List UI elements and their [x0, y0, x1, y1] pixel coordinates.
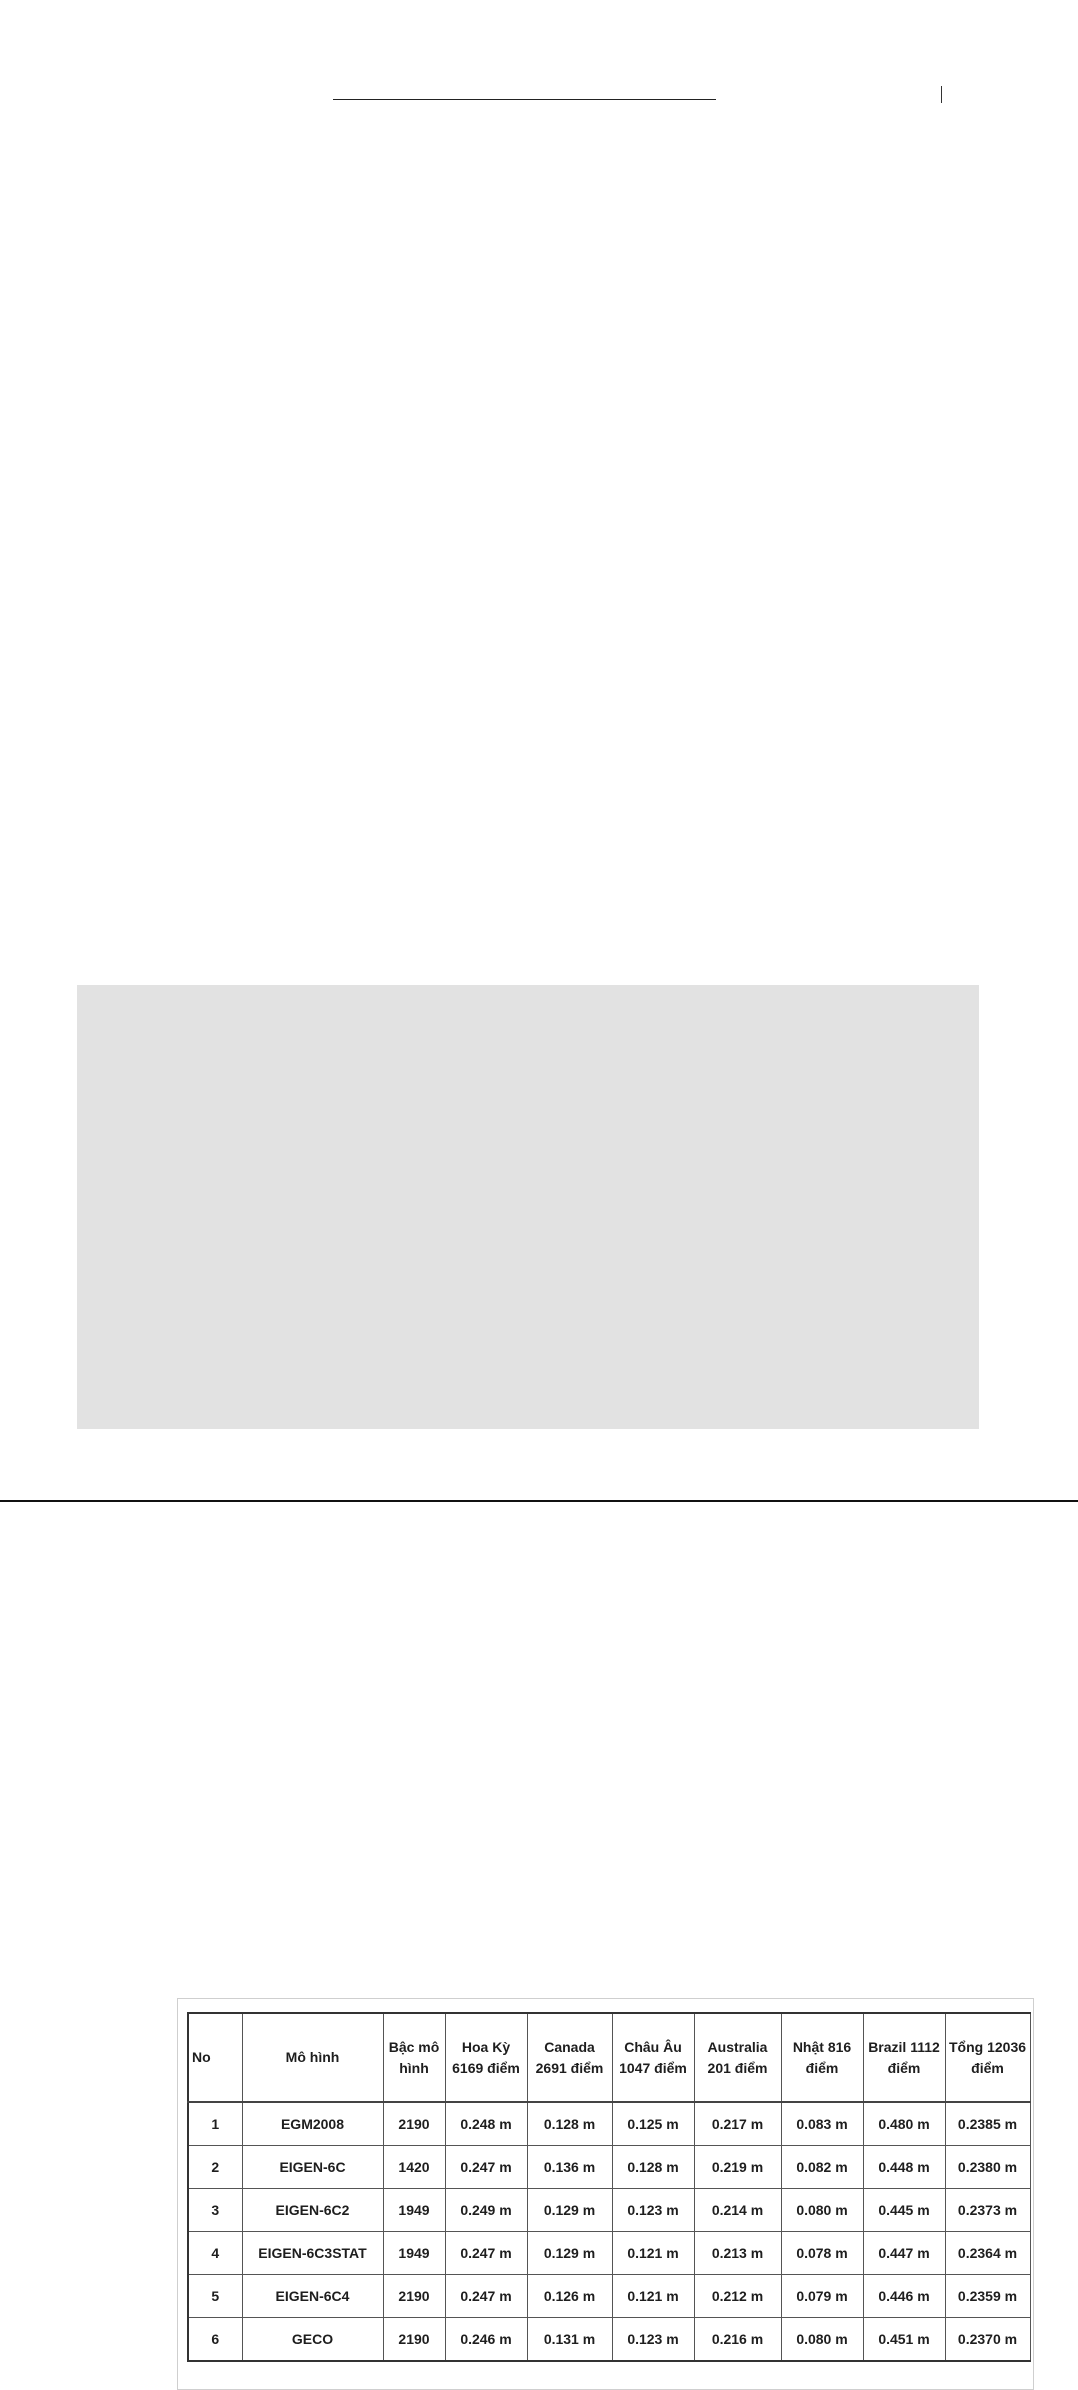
header-cell: Nhật 816 điểm [781, 2013, 863, 2102]
table-cell: 0.2359 m [945, 2275, 1030, 2318]
table-cell: EGM2008 [242, 2102, 383, 2146]
table-cell: 0.214 m [694, 2189, 781, 2232]
table-cell: 0.247 m [445, 2275, 527, 2318]
table-cell: 0.219 m [694, 2146, 781, 2189]
table-cell: 0.128 m [527, 2102, 612, 2146]
header-cell: Brazil 1112 điểm [863, 2013, 945, 2102]
table-cell: 0.131 m [527, 2318, 612, 2362]
table-cell: EIGEN-6C [242, 2146, 383, 2189]
table-cell: 6 [188, 2318, 242, 2362]
table-cell: 0.213 m [694, 2232, 781, 2275]
table-row [188, 2232, 1030, 2275]
table-cell: 1420 [383, 2146, 445, 2189]
table-cell: EIGEN-6C2 [242, 2189, 383, 2232]
table-cell: 0.080 m [781, 2318, 863, 2362]
table-cell: 0.078 m [781, 2232, 863, 2275]
table-cell: 1949 [383, 2189, 445, 2232]
table-cell: 0.448 m [863, 2146, 945, 2189]
table-cell: 0.212 m [694, 2275, 781, 2318]
table-cell: 0.248 m [445, 2102, 527, 2146]
header-cell: Tổng 12036 điểm [945, 2013, 1030, 2102]
header-cell: Hoa Kỳ 6169 điểm [445, 2013, 527, 2102]
table-cell: 0.123 m [612, 2189, 694, 2232]
header-cell: Châu Âu 1047 điểm [612, 2013, 694, 2102]
header-cell: Canada 2691 điểm [527, 2013, 612, 2102]
table-panel [177, 1998, 1034, 2390]
accuracy-table [187, 2012, 1031, 2362]
table-cell: 2 [188, 2146, 242, 2189]
table-cell: GECO [242, 2318, 383, 2362]
table-cell: 0.2380 m [945, 2146, 1030, 2189]
table-cell: 0.246 m [445, 2318, 527, 2362]
table-cell: 0.128 m [612, 2146, 694, 2189]
table-row [188, 2102, 1030, 2146]
header-rule [333, 99, 716, 100]
table-cell: 0.121 m [612, 2232, 694, 2275]
table-cell: 2190 [383, 2318, 445, 2362]
table-cell: 3 [188, 2189, 242, 2232]
table-cell: 0.2364 m [945, 2232, 1030, 2275]
table-cell: 0.2385 m [945, 2102, 1030, 2146]
table-cell: 0.129 m [527, 2232, 612, 2275]
header-row [188, 2013, 1030, 2102]
header-cell: Mô hình [242, 2013, 383, 2102]
table-cell: 0.216 m [694, 2318, 781, 2362]
table-cell: 0.136 m [527, 2146, 612, 2189]
table-cell: 4 [188, 2232, 242, 2275]
table-cell: 0.126 m [527, 2275, 612, 2318]
table-cell: 0.217 m [694, 2102, 781, 2146]
table-cell: 0.447 m [863, 2232, 945, 2275]
table-cell: 0.451 m [863, 2318, 945, 2362]
table-cell: 0.125 m [612, 2102, 694, 2146]
table-cell: 1949 [383, 2232, 445, 2275]
table-cell: 0.249 m [445, 2189, 527, 2232]
table-cell: 0.121 m [612, 2275, 694, 2318]
table-row [188, 2189, 1030, 2232]
table-cell: 0.247 m [445, 2146, 527, 2189]
table-figure [77, 985, 1027, 2347]
header-cell: Bậc mô hình [383, 2013, 445, 2102]
table-cell: 0.083 m [781, 2102, 863, 2146]
table-cell: 0.446 m [863, 2275, 945, 2318]
table-cell: 0.129 m [527, 2189, 612, 2232]
table-cell: 0.123 m [612, 2318, 694, 2362]
header-tick [941, 86, 942, 103]
table-row [188, 2146, 1030, 2189]
table-cell: 0.079 m [781, 2275, 863, 2318]
table-row [188, 2275, 1030, 2318]
table-cell: 1 [188, 2102, 242, 2146]
table-cell: 5 [188, 2275, 242, 2318]
table-cell: 0.082 m [781, 2146, 863, 2189]
table-cell: 0.2370 m [945, 2318, 1030, 2362]
page-bottom-rule [0, 1500, 1078, 1502]
table-cell: EIGEN-6C3STAT [242, 2232, 383, 2275]
table-cell: 0.080 m [781, 2189, 863, 2232]
table-cell: 2190 [383, 2275, 445, 2318]
table-cell: 0.445 m [863, 2189, 945, 2232]
table-row [188, 2318, 1030, 2362]
table-cell: 0.480 m [863, 2102, 945, 2146]
header-cell: Australia 201 điểm [694, 2013, 781, 2102]
header-cell: No [188, 2013, 242, 2102]
table-cell: 2190 [383, 2102, 445, 2146]
table-cell: 0.2373 m [945, 2189, 1030, 2232]
table-cell: 0.247 m [445, 2232, 527, 2275]
table-cell: EIGEN-6C4 [242, 2275, 383, 2318]
